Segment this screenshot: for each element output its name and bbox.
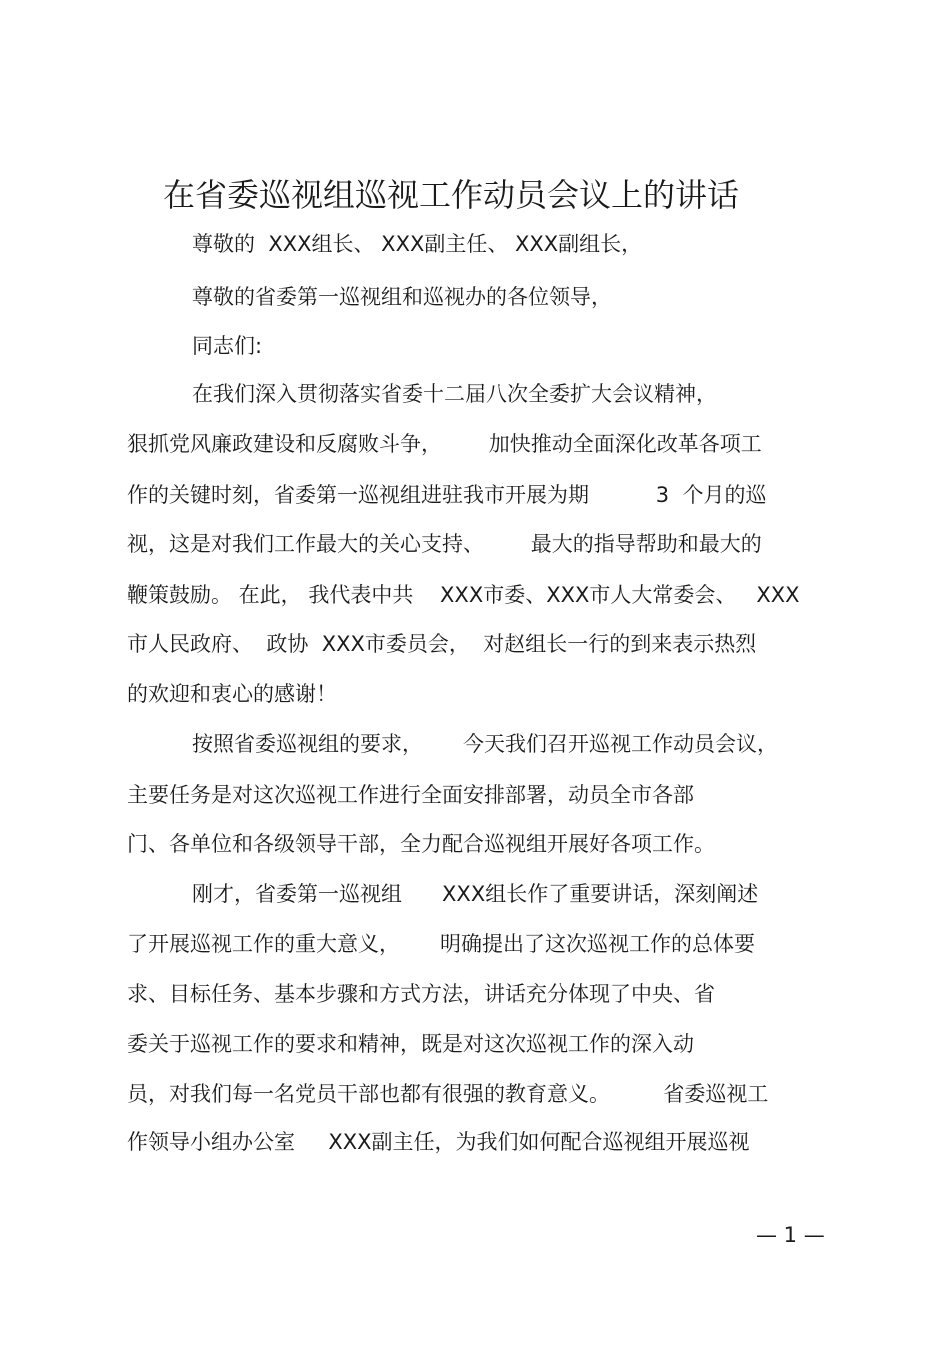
paragraph-line: 狠抓党风廉政建设和反腐败斗争， 加快推动全面深化改革各项工 — [127, 432, 762, 456]
paragraph-line: 视，这是对我们工作最大的关心支持、 最大的指导帮助和最大的 — [127, 532, 762, 556]
paragraph-line: 主要任务是对这次巡视工作进行全面安排部署，动员全市各部 — [127, 783, 694, 807]
paragraph-line: 按照省委巡视组的要求， 今天我们召开巡视工作动员会议， — [192, 732, 779, 756]
paragraph-line: 了开展巡视工作的重大意义， 明确提出了这次巡视工作的总体要 — [127, 932, 756, 956]
paragraph-line: 鞭策鼓励。 在此， 我代表中共 XXX市委、XXX市人大常委会、 XXX — [127, 583, 800, 607]
paragraph-line: 在我们深入贯彻落实省委十二届八次全委扩大会议精神， — [192, 382, 717, 406]
paragraph-line: 作的关键时刻，省委第一巡视组进驻我市开展为期 3 个月的巡 — [127, 483, 767, 507]
paragraph-line: 刚才，省委第一巡视组 XXX组长作了重要讲话，深刻阐述 — [192, 882, 759, 906]
salutation-line: 同志们: — [192, 334, 263, 358]
paragraph-line: 员，对我们每一名党员干部也都有很强的教育意义。 省委巡视工 — [127, 1082, 769, 1106]
salutation-line: 尊敬的 XXX组长、 XXX副主任、 XXX副组长， — [192, 232, 643, 256]
paragraph-line: 作领导小组办公室 XXX副主任，为我们如何配合巡视组开展巡视 — [127, 1130, 750, 1154]
salutation-line: 尊敬的省委第一巡视组和巡视办的各位领导， — [192, 285, 612, 309]
paragraph-line: 市人民政府、 政协 XXX市委员会， 对赵组长一行的到来表示热烈 — [127, 632, 757, 656]
paragraph-line: 求、目标任务、基本步骤和方式方法，讲话充分体现了中央、省 — [127, 982, 715, 1006]
document-title: 在省委巡视组巡视工作动员会议上的讲话 — [163, 176, 740, 214]
paragraph-line: 门、各单位和各级领导干部，全力配合巡视组开展好各项工作。 — [127, 832, 715, 856]
paragraph-line: 委关于巡视工作的要求和精神，既是对这次巡视工作的深入动 — [127, 1032, 694, 1056]
page-number: — 1 — — [756, 1223, 825, 1247]
paragraph-line: 的欢迎和衷心的感谢！ — [127, 682, 337, 706]
